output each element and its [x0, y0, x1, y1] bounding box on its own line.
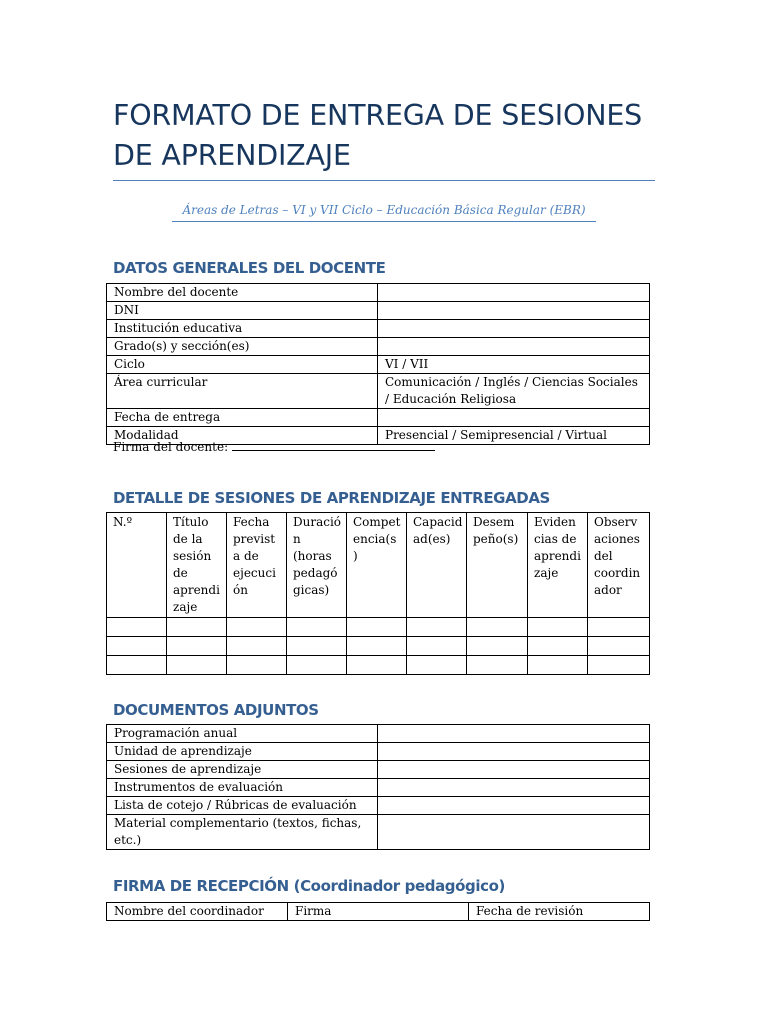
field-value-nombre-docente[interactable] — [378, 284, 650, 302]
document-label: Material complementario (textos, fichas, etc.) — [107, 815, 378, 850]
firma-docente — [113, 438, 435, 456]
document-label: Sesiones de aprendizaje — [107, 761, 378, 779]
field-value-dni[interactable] — [378, 302, 650, 320]
firma-recepcion-table — [106, 902, 650, 921]
coordinator-name-cell[interactable]: Nombre del coordinador — [107, 903, 288, 921]
table-row — [107, 725, 650, 743]
field-label: Grado(s) y sección(es) — [107, 338, 378, 356]
table-row — [107, 656, 650, 675]
field-value-grado-seccion[interactable] — [378, 338, 650, 356]
coordinator-signature-cell[interactable]: Firma — [288, 903, 469, 921]
column-header: Capacid ad(es) — [407, 513, 467, 618]
document-check-cell[interactable] — [378, 815, 650, 850]
table-row — [107, 356, 650, 374]
session-cell[interactable] — [347, 656, 407, 675]
field-value-ciclo: VI / VII — [378, 356, 650, 374]
session-cell[interactable] — [407, 656, 467, 675]
review-date-cell[interactable]: Fecha de revisión — [469, 903, 650, 921]
column-header: Duració n (horas pedagó gicas) — [287, 513, 347, 618]
session-cell[interactable] — [528, 618, 588, 637]
section-heading-detalle-sesiones: DETALLE DE SESIONES DE APRENDIZAJE ENTREGADAS — [113, 489, 550, 507]
field-value-institucion[interactable] — [378, 320, 650, 338]
section-heading-firma-recepcion: FIRMA DE RECEPCIÓN (Coordinador pedagógico) — [113, 877, 505, 895]
session-cell[interactable] — [588, 618, 650, 637]
document-title — [113, 96, 673, 176]
document-subtitle: Áreas de Letras – VI y VII Ciclo – Educación Básica Regular (EBR) — [172, 202, 596, 222]
session-cell[interactable] — [287, 656, 347, 675]
firma-docente-label: Firma del docente: — [113, 440, 232, 454]
field-label: DNI — [107, 302, 378, 320]
document-check-cell[interactable] — [378, 761, 650, 779]
document-label: Programación anual — [107, 725, 378, 743]
session-cell[interactable] — [528, 637, 588, 656]
table-row — [107, 618, 650, 637]
field-value-fecha-entrega[interactable] — [378, 409, 650, 427]
column-header: Observ aciones del coordin ador — [588, 513, 650, 618]
session-cell[interactable] — [347, 637, 407, 656]
session-cell[interactable] — [227, 656, 287, 675]
table-row — [107, 815, 650, 850]
session-cell[interactable] — [287, 637, 347, 656]
column-header: N.º — [107, 513, 167, 618]
session-cell[interactable] — [467, 637, 528, 656]
session-cell[interactable] — [347, 618, 407, 637]
column-header: Eviden cias de aprendi zaje — [528, 513, 588, 618]
field-label: Ciclo — [107, 356, 378, 374]
table-row — [107, 903, 650, 921]
table-header-row — [107, 513, 650, 618]
session-cell[interactable] — [588, 656, 650, 675]
field-value-area-curricular: Comunicación / Inglés / Ciencias Sociales / Educación Religiosa — [378, 374, 650, 409]
document-check-cell[interactable] — [378, 743, 650, 761]
session-cell[interactable] — [528, 656, 588, 675]
session-cell[interactable] — [107, 656, 167, 675]
table-row — [107, 743, 650, 761]
document-label: Instrumentos de evaluación — [107, 779, 378, 797]
title-divider — [113, 180, 655, 181]
table-row — [107, 409, 650, 427]
document-label: Unidad de aprendizaje — [107, 743, 378, 761]
document-label: Lista de cotejo / Rúbricas de evaluación — [107, 797, 378, 815]
table-row — [107, 284, 650, 302]
document-check-cell[interactable] — [378, 797, 650, 815]
field-label: Nombre del docente — [107, 284, 378, 302]
documentos-adjuntos-table — [106, 724, 650, 850]
document-check-cell[interactable] — [378, 725, 650, 743]
session-cell[interactable] — [107, 618, 167, 637]
column-header: Compet encia(s ) — [347, 513, 407, 618]
session-cell[interactable] — [588, 637, 650, 656]
section-heading-documentos-adjuntos: DOCUMENTOS ADJUNTOS — [113, 701, 319, 719]
field-value-modalidad: Presencial / Semipresencial / Virtual — [378, 427, 650, 445]
table-row — [107, 761, 650, 779]
table-row — [107, 320, 650, 338]
session-cell[interactable] — [167, 637, 227, 656]
session-cell[interactable] — [167, 656, 227, 675]
table-row — [107, 338, 650, 356]
session-cell[interactable] — [227, 618, 287, 637]
table-row — [107, 637, 650, 656]
column-header: Fecha previst a de ejecuci ón — [227, 513, 287, 618]
field-label: Institución educativa — [107, 320, 378, 338]
session-cell[interactable] — [107, 637, 167, 656]
section-heading-datos-generales: DATOS GENERALES DEL DOCENTE — [113, 259, 386, 277]
session-cell[interactable] — [467, 656, 528, 675]
table-row — [107, 797, 650, 815]
document-check-cell[interactable] — [378, 779, 650, 797]
session-cell[interactable] — [407, 637, 467, 656]
field-label: Área curricular — [107, 374, 378, 409]
session-cell[interactable] — [407, 618, 467, 637]
column-header: Desem peño(s) — [467, 513, 528, 618]
session-cell[interactable] — [467, 618, 528, 637]
table-row — [107, 779, 650, 797]
column-header: Título de la sesión de aprendi zaje — [167, 513, 227, 618]
title-line-2: DE APRENDIZAJE — [113, 139, 351, 172]
detalle-sesiones-table — [106, 512, 650, 675]
session-cell[interactable] — [227, 637, 287, 656]
field-label: Fecha de entrega — [107, 409, 378, 427]
session-cell[interactable] — [167, 618, 227, 637]
field-label: Modalidad — [107, 427, 378, 445]
table-row — [107, 374, 650, 409]
datos-generales-table — [106, 283, 650, 445]
title-line-1: FORMATO DE ENTREGA DE SESIONES — [113, 99, 643, 132]
table-row — [107, 302, 650, 320]
session-cell[interactable] — [287, 618, 347, 637]
firma-docente-line[interactable] — [232, 438, 435, 451]
